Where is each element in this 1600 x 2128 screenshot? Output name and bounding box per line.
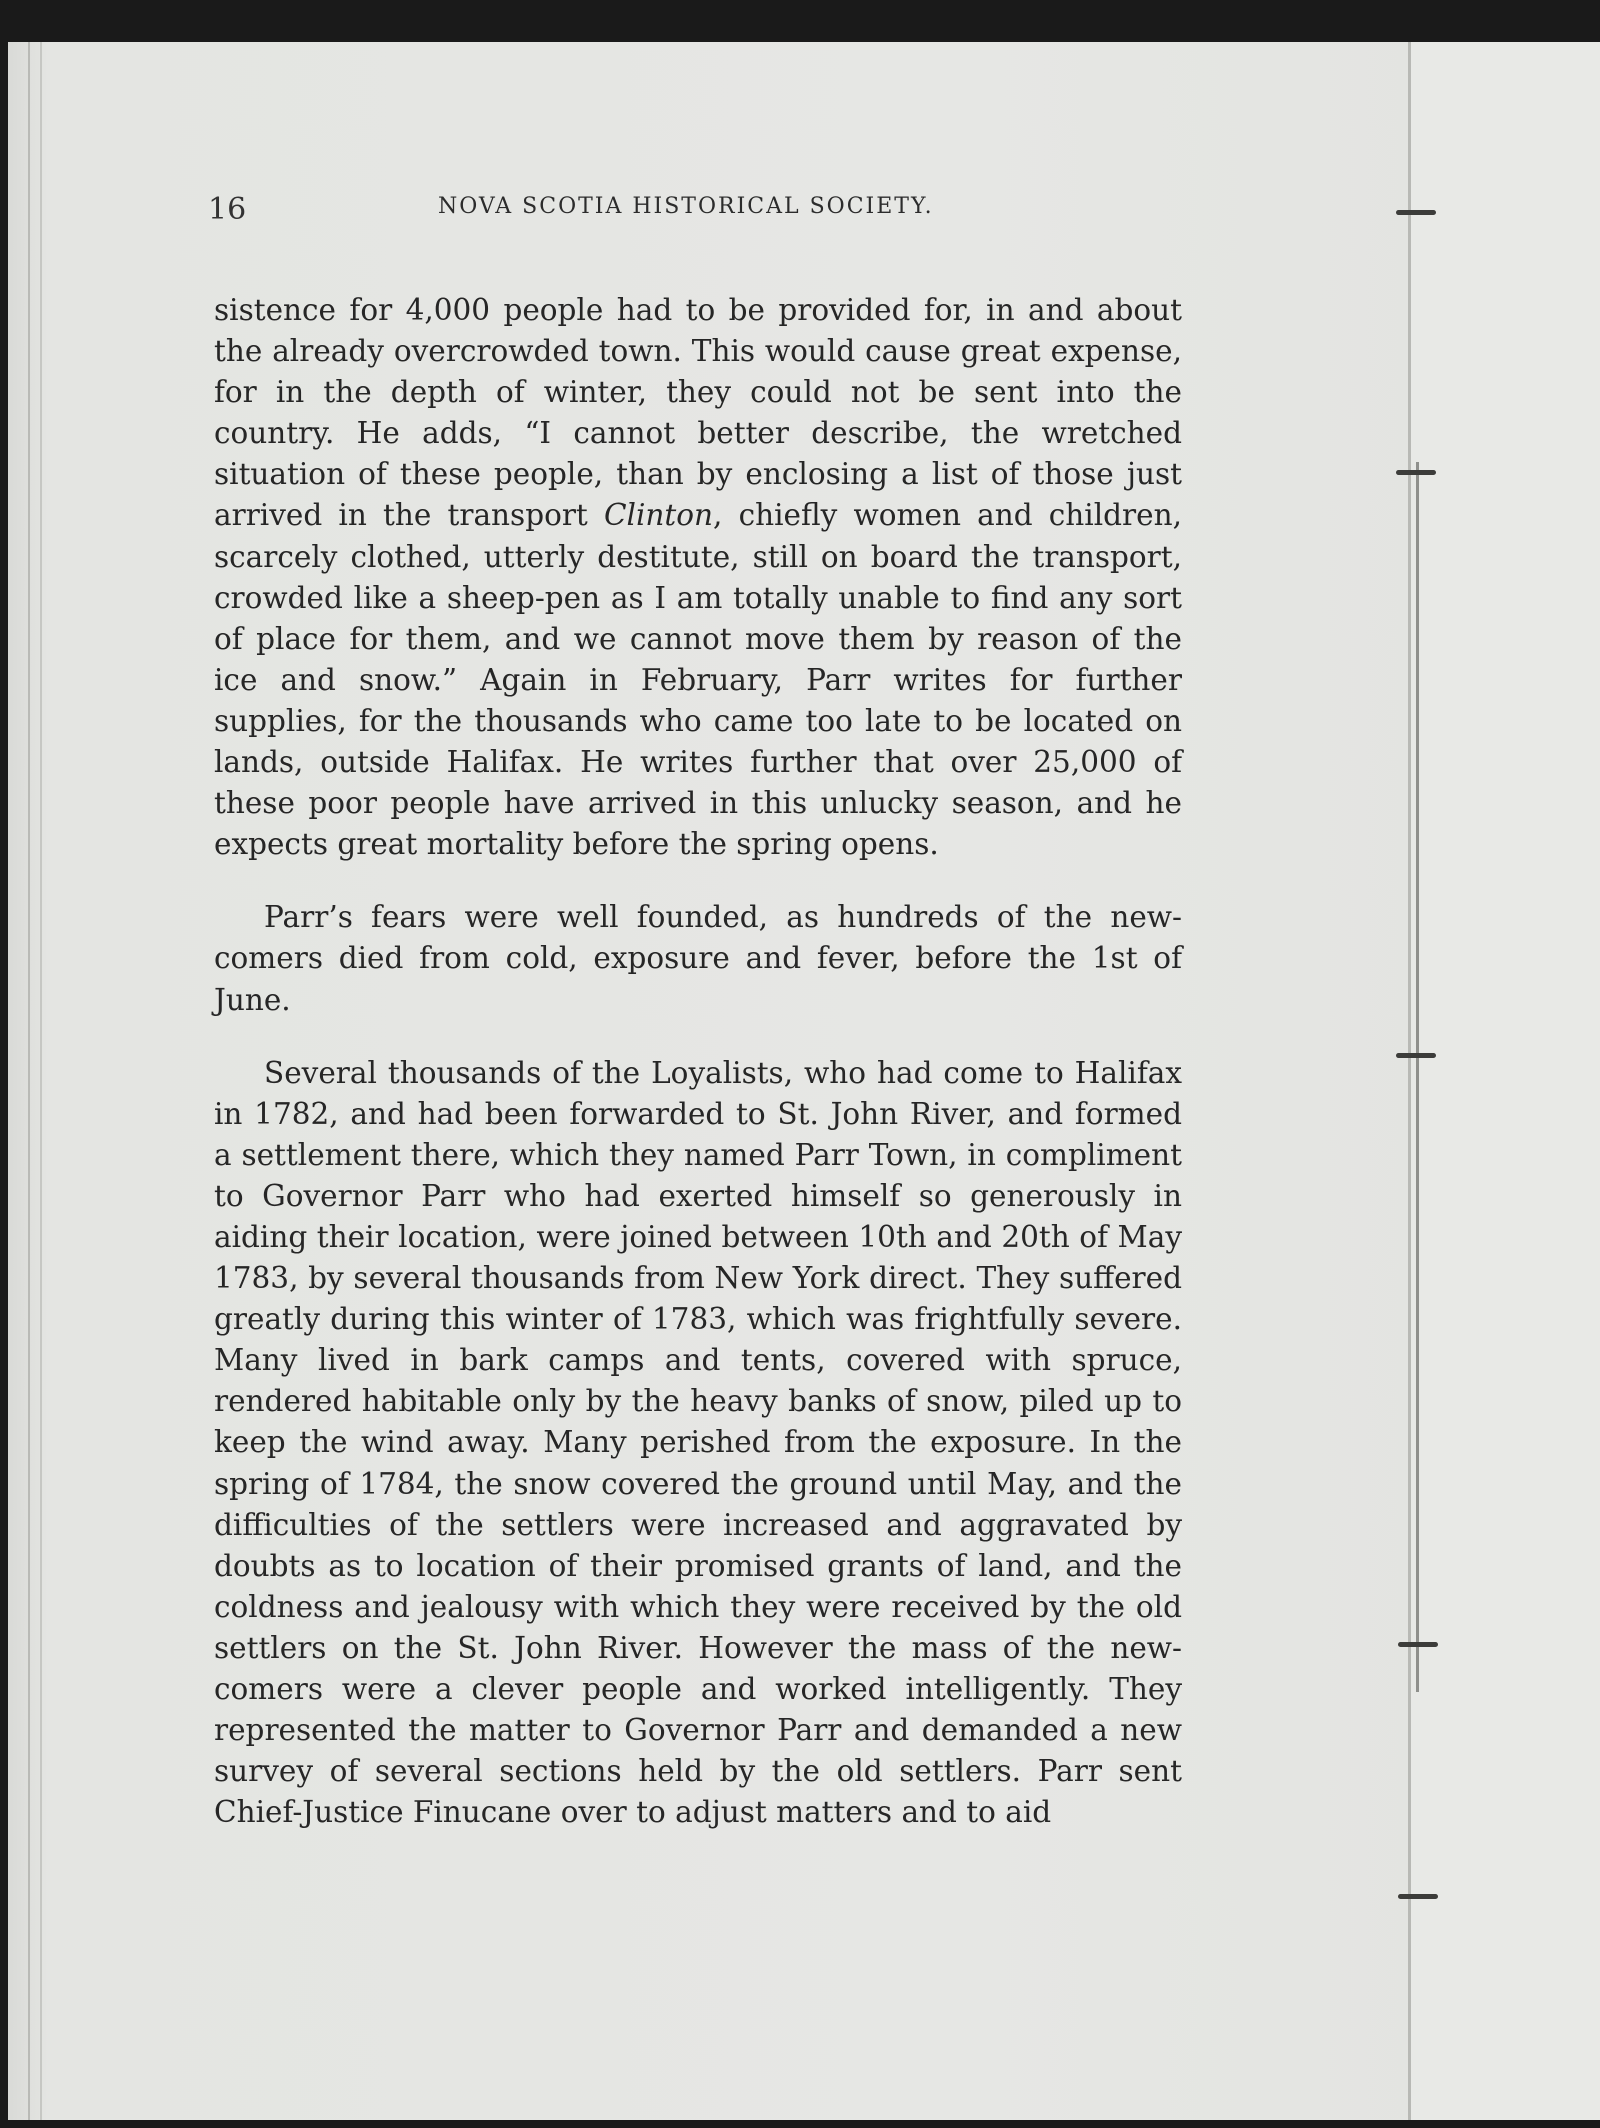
adjacent-leaf	[1411, 42, 1600, 2120]
paragraph: Several thousands of the Loyalists, who had come to Halifax in 1782, and had been forwarded to St. John River, and formed a settlement there, which they named Parr Town, in compliment to Governor Parr who had exerted himself so generously in aiding their location, were joined between 10th and 20th of May 1783, by several thousands from New York direct. They suffered greatly during this winter of 1783, which was frightfully severe. Many lived in bark camps and tents, covered with spruce, rendered habitable only by the heavy banks of snow, piled up to keep the wind away. Many perished from the exposure. In the spring of 1784, the snow covered the ground until May, and the difficulties of the settlers were increased and aggravated by doubts as to location of their promised grants of land, and the coldness and jealousy with which they were received by the old settlers on the St. John River. However the mass of the new-comers were a clever people and worked intelligently. They represented the matter to Governor Parr and demanded a new survey of several sections held by the old settlers. Parr sent Chief-Justice Finucane over to adjust matters and to aid	[214, 1055, 1182, 1830]
paragraph: Parr’s fears were well founded, as hundreds of the new-comers died from cold, exposure and fever, before the 1st of June.	[214, 900, 1182, 1017]
book-page	[8, 42, 1600, 2120]
binding-thread	[1396, 1053, 1436, 1058]
running-head: NOVA SCOTIA HISTORICAL SOCIETY.	[438, 194, 934, 219]
binding-edge	[28, 42, 42, 2120]
text-run: sistence for 4,000 people had to be provided for, in and about the already overcrowded town. This would cause great expense, for in the depth of winter, they could not be sent into the country. He adds, “I cannot better describe, the wretched situation of these people, than by enclosing a list of those just arrived in the transport	[214, 293, 1182, 533]
binding-stitch	[1416, 462, 1419, 1692]
binding-thread	[1398, 1642, 1438, 1647]
text-run: , chiefly women and children, scarcely clothed, utterly destitute, still on board the transport, crowded like a sheep-pen as I am totally unable to find any sort of place for them, and we cannot move them by reason of the ice and snow.” Again in February, Parr writes for further supplies, for the thousands who came too late to be located on lands, outside Halifax. He writes further that over 25,000 of these poor people have arrived in this unlucky season, and he expects great mortality before the spring opens.	[214, 498, 1182, 862]
ship-name: Clinton	[603, 498, 714, 533]
binding-thread	[1396, 470, 1436, 475]
paragraph	[214, 290, 1182, 865]
binding-thread	[1396, 210, 1436, 215]
binding-thread	[1398, 1894, 1438, 1899]
page-number: 16	[208, 192, 247, 227]
body-text	[214, 290, 1182, 1833]
